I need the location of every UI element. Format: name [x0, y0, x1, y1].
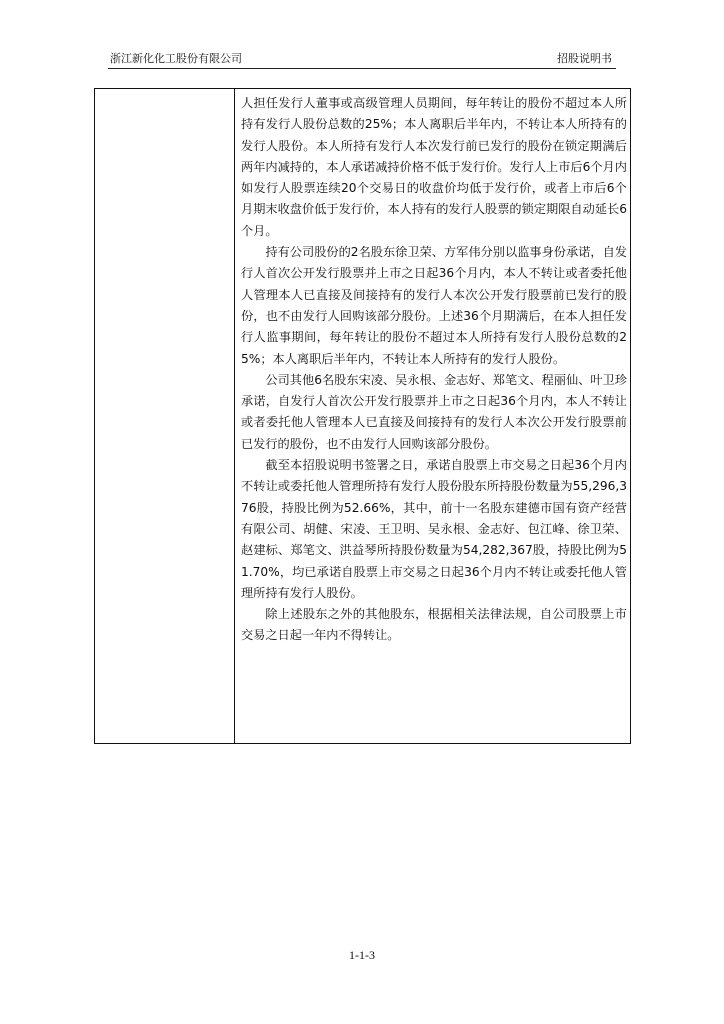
paragraph-remaining-shareholders: 除上述股东之外的其他股东，根据相关法律法规，自公司股票上市交易之日起一年内不得转让。 — [241, 607, 627, 643]
paragraph-other-shareholders-commitment: 公司其他6名股东宋凌、吴永根、金志好、郑笔文、程丽仙、叶卫珍承诺，自发行人首次公开发行股票并上市之日起36个月内，本人不转让或者委托他人管理本人已直接及间接持有的发行人本次公开发行股票前已发行的股份，也不由发行人回购该部分股份。 — [241, 372, 627, 451]
commitment-table — [94, 88, 631, 744]
page-header — [108, 50, 616, 69]
header-document-title: 招股说明书 — [557, 52, 612, 65]
table-label-cell — [95, 89, 235, 743]
paragraph-director-commitment: 人担任发行人董事或高级管理人员期间，每年转让的股份不超过本人所持有发行人股份总数的25%；本人离职后半年内，不转让本人所持有的发行人股份。本人所持有发行人本次发行前已发行的股份在锁定期满后两年内减持的，本人承诺减持价格不低于发行价。发行人上市后6个月内如发行人股票连续20个交易日的收盘价均低于发行价，或者上市后6个月期末收盘价低于发行价，本人持有的发行人股票的锁定期限自动延长6个月。 — [241, 96, 627, 238]
paragraph-supervisor-commitment: 持有公司股份的2名股东徐卫荣、方军伟分别以监事身份承诺，自发行人首次公开发行股票并上市之日起36个月内，本人不转让或者委托他人管理本人已直接及间接持有的发行人本次公开发行股票前已发行的股份，也不由发行人回购该部分股份。上述36个月期满后，在本人担任发行人监事期间，每年转让的股份不超过本人所持有发行人股份总数的25%；本人离职后半年内，不转让本人所持有的发行人股份。 — [241, 245, 627, 366]
page-number: 1-1-3 — [349, 948, 375, 962]
table-content-cell — [241, 93, 627, 647]
header-company-name: 浙江新化化工股份有限公司 — [110, 52, 242, 65]
paragraph-shareholding-summary: 截至本招股说明书签署之日，承诺自股票上市交易之日起36个月内不转让或委托他人管理所持有发行人股份股东所持股份数量为55,296,376股，持股比例为52.66%，其中，前十一名股东建德市国有资产经营有限公司、胡健、宋凌、王卫明、吴永根、金志好、包江峰、徐卫荣、赵建标、郑笔文、洪益琴所持股份数量为54,282,367股，持股比例为51.70%，均已承诺自股票上市交易之日起36个月内不转让或委托他人管理所持有发行人股份。 — [241, 458, 627, 600]
